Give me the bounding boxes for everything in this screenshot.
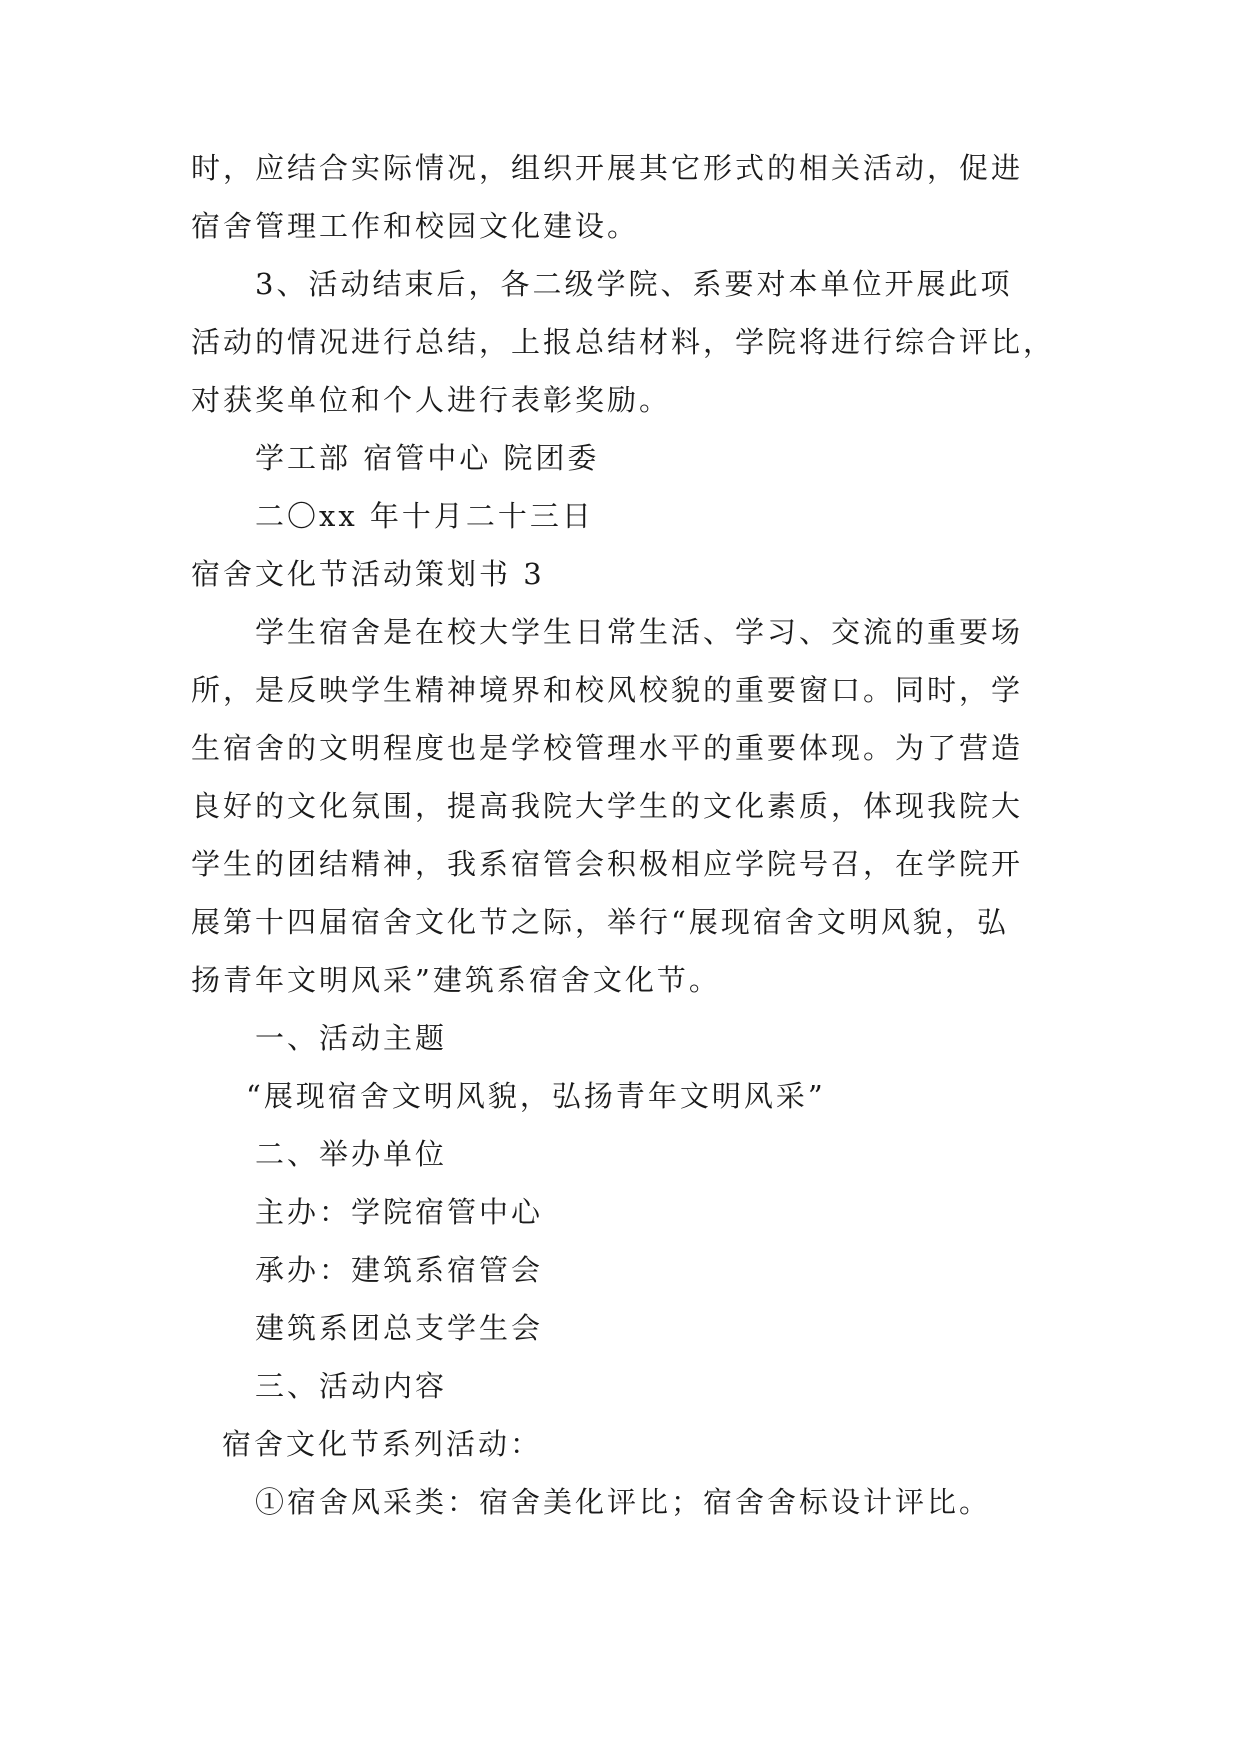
paragraph-line: 生宿舍的文明程度也是学校管理水平的重要体现。为了营造 [191,731,1024,765]
heading-organizers: 二、举办单位 [255,1137,448,1171]
paragraph-line: 展第十四届宿舍文化节之际，举行“展现宿舍文明风貌，弘 [191,905,1009,939]
paragraph-line: 所，是反映学生精神境界和校风校貌的重要窗口。同时，学 [191,673,1024,707]
paragraph-line: 扬青年文明风采”建筑系宿舍文化节。 [191,963,721,997]
paragraph-line: 对获奖单位和个人进行表彰奖励。 [191,383,672,417]
paragraph-line: 学生的团结精神，我系宿管会积极相应学院号召，在学院开 [191,847,1024,881]
heading-activity-content: 三、活动内容 [255,1369,448,1403]
theme-slogan: “展现宿舍文明风貌，弘扬青年文明风采” [246,1079,826,1113]
signature-departments: 学工部 宿管中心 院团委 [255,441,600,475]
signature-date: 二〇xx 年十月二十三日 [255,499,594,533]
list-item: ①宿舍风采类：宿舍美化评比；宿舍舍标设计评比。 [255,1485,992,1519]
paragraph-line: 3、活动结束后，各二级学院、系要对本单位开展此项 [255,267,1013,301]
organizer-undertaker: 承办：建筑系宿管会 [255,1253,544,1287]
paragraph-line: 良好的文化氛围，提高我院大学生的文化素质，体现我院大 [191,789,1024,823]
paragraph-line: 活动的情况进行总结，上报总结材料，学院将进行综合评比， [191,325,1056,359]
paragraph-line: 学生宿舍是在校大学生日常生活、学习、交流的重要场 [255,615,1024,649]
organizer-student-union: 建筑系团总支学生会 [255,1311,544,1345]
section-title: 宿舍文化节活动策划书 3 [191,557,545,591]
paragraph-line: 时，应结合实际情况，组织开展其它形式的相关活动，促进 [191,151,1024,185]
heading-activity-theme: 一、活动主题 [255,1021,448,1055]
paragraph-line: 宿舍文化节系列活动： [222,1427,543,1461]
organizer-host: 主办：学院宿管中心 [255,1195,544,1229]
paragraph-line: 宿舍管理工作和校园文化建设。 [191,209,640,243]
